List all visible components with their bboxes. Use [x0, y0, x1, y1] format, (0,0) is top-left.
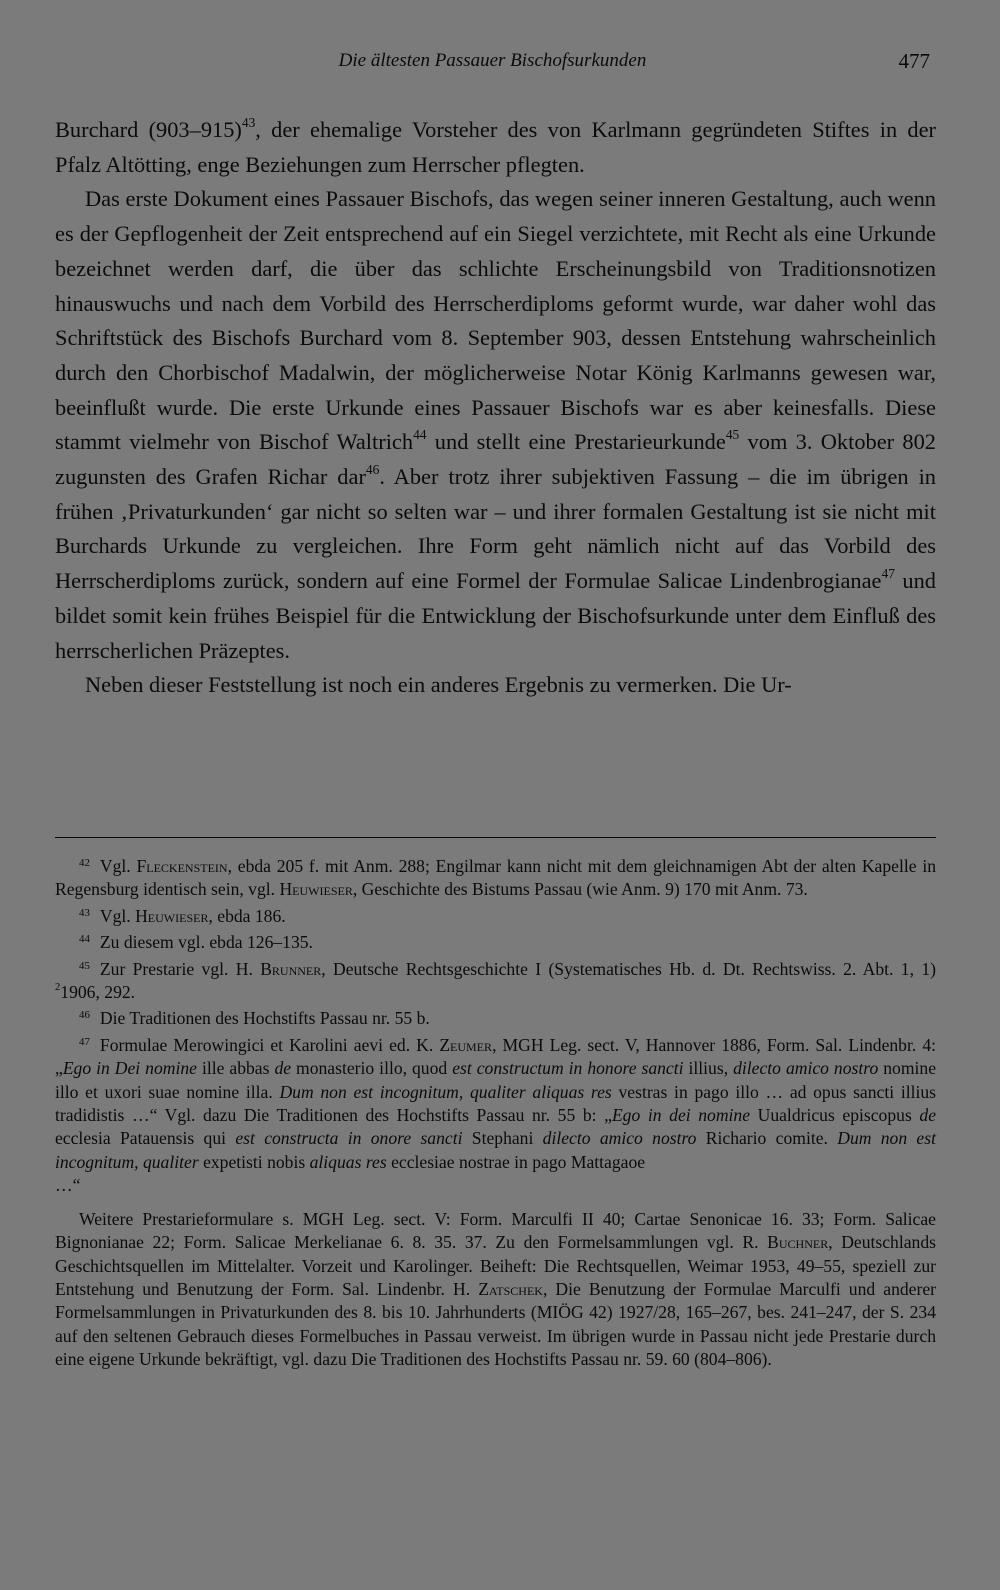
text-run: Burchard (903–915): [55, 117, 242, 142]
latin-phrase: de: [274, 1058, 292, 1079]
text-run: Vgl.: [99, 856, 137, 876]
text-run: und stellt eine Prestarieurkunde: [426, 429, 726, 455]
footnote-43: [55, 902, 936, 928]
footnote-number: 42: [79, 857, 90, 869]
footnote-44: [55, 928, 936, 954]
author-name: Heuwieser: [135, 905, 209, 926]
author-name: Fleckenstein: [136, 856, 228, 876]
text-run: und bildet somit kein frühes Beispiel für die Entwicklung der Bischofsurkunde unter dem Einfluß des herrscherlichen Präzeptes.: [55, 568, 936, 663]
latin-phrase: Ego in Dei nomine: [62, 1058, 197, 1079]
text-run: nomine illo et uxori suae nomine illa.: [55, 1058, 936, 1102]
page-header: [55, 47, 930, 77]
text-run: , Die Benutzung der Formulae Marculfi und anderer Formelsammlungen in Privaturkunden des 8. bis 10. Jahrhunderts (MIÖG 42) 1927/28, 165–267, bes. 241–247, der S. 234 auf den seltenen Gebrauch dieses Formelbuches in Passau verweist. Im übrigen wurde in Passau nicht jede Prestarie durch eine eigene Urkunde bekräftigt, vgl. dazu Die Traditionen des Hochstifts Passau nr. 59. 60 (804–806).: [55, 1278, 937, 1370]
text-run: Richario comite.: [696, 1128, 838, 1149]
main-text: [55, 113, 936, 703]
latin-phrase: est constructa in onore sancti: [235, 1128, 463, 1149]
text-run: , Deutschlands Geschichtsquellen im Mittelalter. Vorzeit und Karolinger. Beiheft: Die Rechtsquellen, Weimar 1953, 49–55, speziell zur Entstehung und Benutzung der Form. Sal. Lindenbr. H.: [55, 1232, 936, 1299]
footnote-number: 47: [79, 1035, 90, 1048]
footnote-number: 46: [79, 1009, 90, 1022]
text-run: Vgl.: [99, 905, 136, 926]
footnote-number: 45: [79, 959, 90, 972]
latin-phrase: aliquas res: [309, 1151, 387, 1172]
paragraph-2: [55, 182, 936, 668]
footnote-number: 44: [79, 933, 90, 946]
latin-phrase: Dum non est incognitum, qualiter aliquas res: [279, 1081, 612, 1102]
text-run: expetisti nobis: [198, 1151, 310, 1172]
footnote-46: [55, 1004, 936, 1030]
text-run: , ebda 186.: [208, 905, 286, 926]
text-run: Zu diesem vgl. ebda 126–135.: [99, 932, 313, 953]
author-name: Heuwieser: [279, 879, 353, 900]
paragraph-1: [55, 113, 936, 182]
footnote-ref-47: 47: [881, 566, 895, 582]
footnote-ref-45: 45: [725, 427, 740, 443]
text-run: , ebda 205 f. mit Anm. 288; Engilmar kann nicht mit dem gleichnamigen Abt der alten Kapelle in Regensburg identisch sein, vgl.: [55, 856, 937, 900]
footnote-ref-46: 46: [365, 461, 380, 477]
latin-phrase: Dum non est incognitum, qualiter: [55, 1128, 936, 1172]
text-run: , Deutsche Rechtsgeschichte I (Systematisches Hb. d. Dt. Rechtswiss. 2. Abt. 1, 1): [321, 958, 936, 979]
page-number: 477: [898, 49, 930, 73]
paragraph-3: Neben dieser Feststellung ist noch ein anderes Ergebnis zu vermerken. Die Ur-: [85, 672, 792, 698]
text-run: , Geschichte des Bistums Passau (wie Anm. 9) 170 mit Anm. 73.: [352, 879, 808, 900]
text-run: , MGH Leg. sect. V, Hannover 1886, Form. Sal. Lindenbr. 4: „: [55, 1034, 936, 1079]
latin-phrase: Ego in dei nomine: [611, 1105, 751, 1126]
footnote-ref-44: 44: [413, 427, 427, 443]
latin-phrase: dilecto amico nostro: [542, 1128, 697, 1149]
author-name: Buchner: [767, 1232, 829, 1253]
edition-number: 2: [55, 982, 61, 994]
latin-phrase: dilecto amico nostro: [733, 1058, 879, 1079]
text-run: Zur Prestarie vgl. H.: [99, 958, 261, 979]
footnote-number: 43: [79, 906, 90, 919]
text-run: . Aber trotz ihrer subjektiven Fassung – die im übrigen in frühen ‚Privaturkunden‘ gar nicht so selten war – und ihrer formalen Gestaltung ist sie nicht mit Burchards Urkunde zu vergleichen. Ihre Form geht nämlich nicht auf das Vorbild des Herrscherdiploms zurück, sondern auf eine Formel der Formulae Salicae Lindenbrogianae: [55, 464, 936, 594]
footnote-divider: [55, 837, 936, 838]
footnote-47-continuation: [55, 1208, 936, 1372]
text-run: Die Traditionen des Hochstifts Passau nr. 55 b.: [99, 1008, 430, 1029]
footnote-42: [55, 852, 936, 902]
text-run: Formulae Merowingici et Karolini aevi ed. K.: [99, 1034, 440, 1055]
latin-phrase: est constructum in honore sancti: [452, 1058, 684, 1079]
latin-phrase: de: [919, 1105, 936, 1126]
text-run: vom 3. Oktober 802 zugunsten des Grafen Richar dar: [55, 429, 936, 490]
text-run: Stephani: [462, 1128, 543, 1149]
text-run: monasterio illo, quod: [291, 1058, 453, 1079]
author-name: Zatschek: [478, 1278, 543, 1299]
text-run: ecclesia Patauensis qui: [55, 1128, 236, 1149]
footnotes: [55, 852, 936, 1372]
text-run: 1906, 292.: [60, 982, 136, 1003]
running-title: Die ältesten Passauer Bischofsurkunden: [338, 50, 647, 71]
text-run: Uualdricus episcopus: [750, 1105, 920, 1126]
author-name: Zeumer: [439, 1034, 493, 1055]
text-run: Das erste Dokument eines Passauer Bischofs, das wegen seiner inneren Gestaltung, auch wenn es der Gepflogenheit der Zeit entsprechend auf ein Siegel verzichtete, mit Recht als eine Urkunde bezeichnet werden darf, die über das schlichte Erscheinungsbild von Traditionsnotizen hinauswuchs und nach dem Vorbild des Herrscherdiploms geformt wurde, war daher wohl das Schriftstück des Bischofs Burchard vom 8. September 903, dessen Entstehung wahrscheinlich durch den Chorbischof Madalwin, der möglicherweise Notar König Karlmanns gewesen war, beeinflußt wurde. Die erste Urkunde eines Passauer Bischofs war es aber keinesfalls. Diese stammt vielmehr von Bischof Waltrich: [55, 186, 936, 455]
text-run: , der ehemalige Vorsteher des von Karlmann gegründeten Stiftes in der Pfalz Altötting, enge Beziehungen zum Herrscher pflegten.: [55, 117, 936, 177]
text-run: ille abbas: [196, 1058, 275, 1079]
text-run: illius,: [683, 1058, 734, 1079]
text-run: Weitere Prestarieformulare s. MGH Leg. sect. V: Form. Marculfi II 40; Cartae Senonicae 16. 33; Form. Salicae Bignonianae 22; Form. Salicae Merkelianae 6. 8. 35. 37. Zu den Formelsammlungen vgl. R.: [55, 1208, 936, 1253]
author-name: Brunner: [260, 958, 322, 979]
footnote-47: [55, 1031, 936, 1174]
text-run: ecclesiae nostrae in pago Mattagaoe: [386, 1151, 646, 1172]
footnote-ref-43: 43: [241, 114, 256, 130]
footnote-47-ellipsis: …“: [55, 1175, 81, 1196]
footnote-45: [55, 955, 936, 1005]
text-run: vestras in pago illo … ad opus sancti illius tradidistis …“ Vgl. dazu Die Traditionen des Hochstifts Passau nr. 55 b: „: [55, 1081, 937, 1126]
